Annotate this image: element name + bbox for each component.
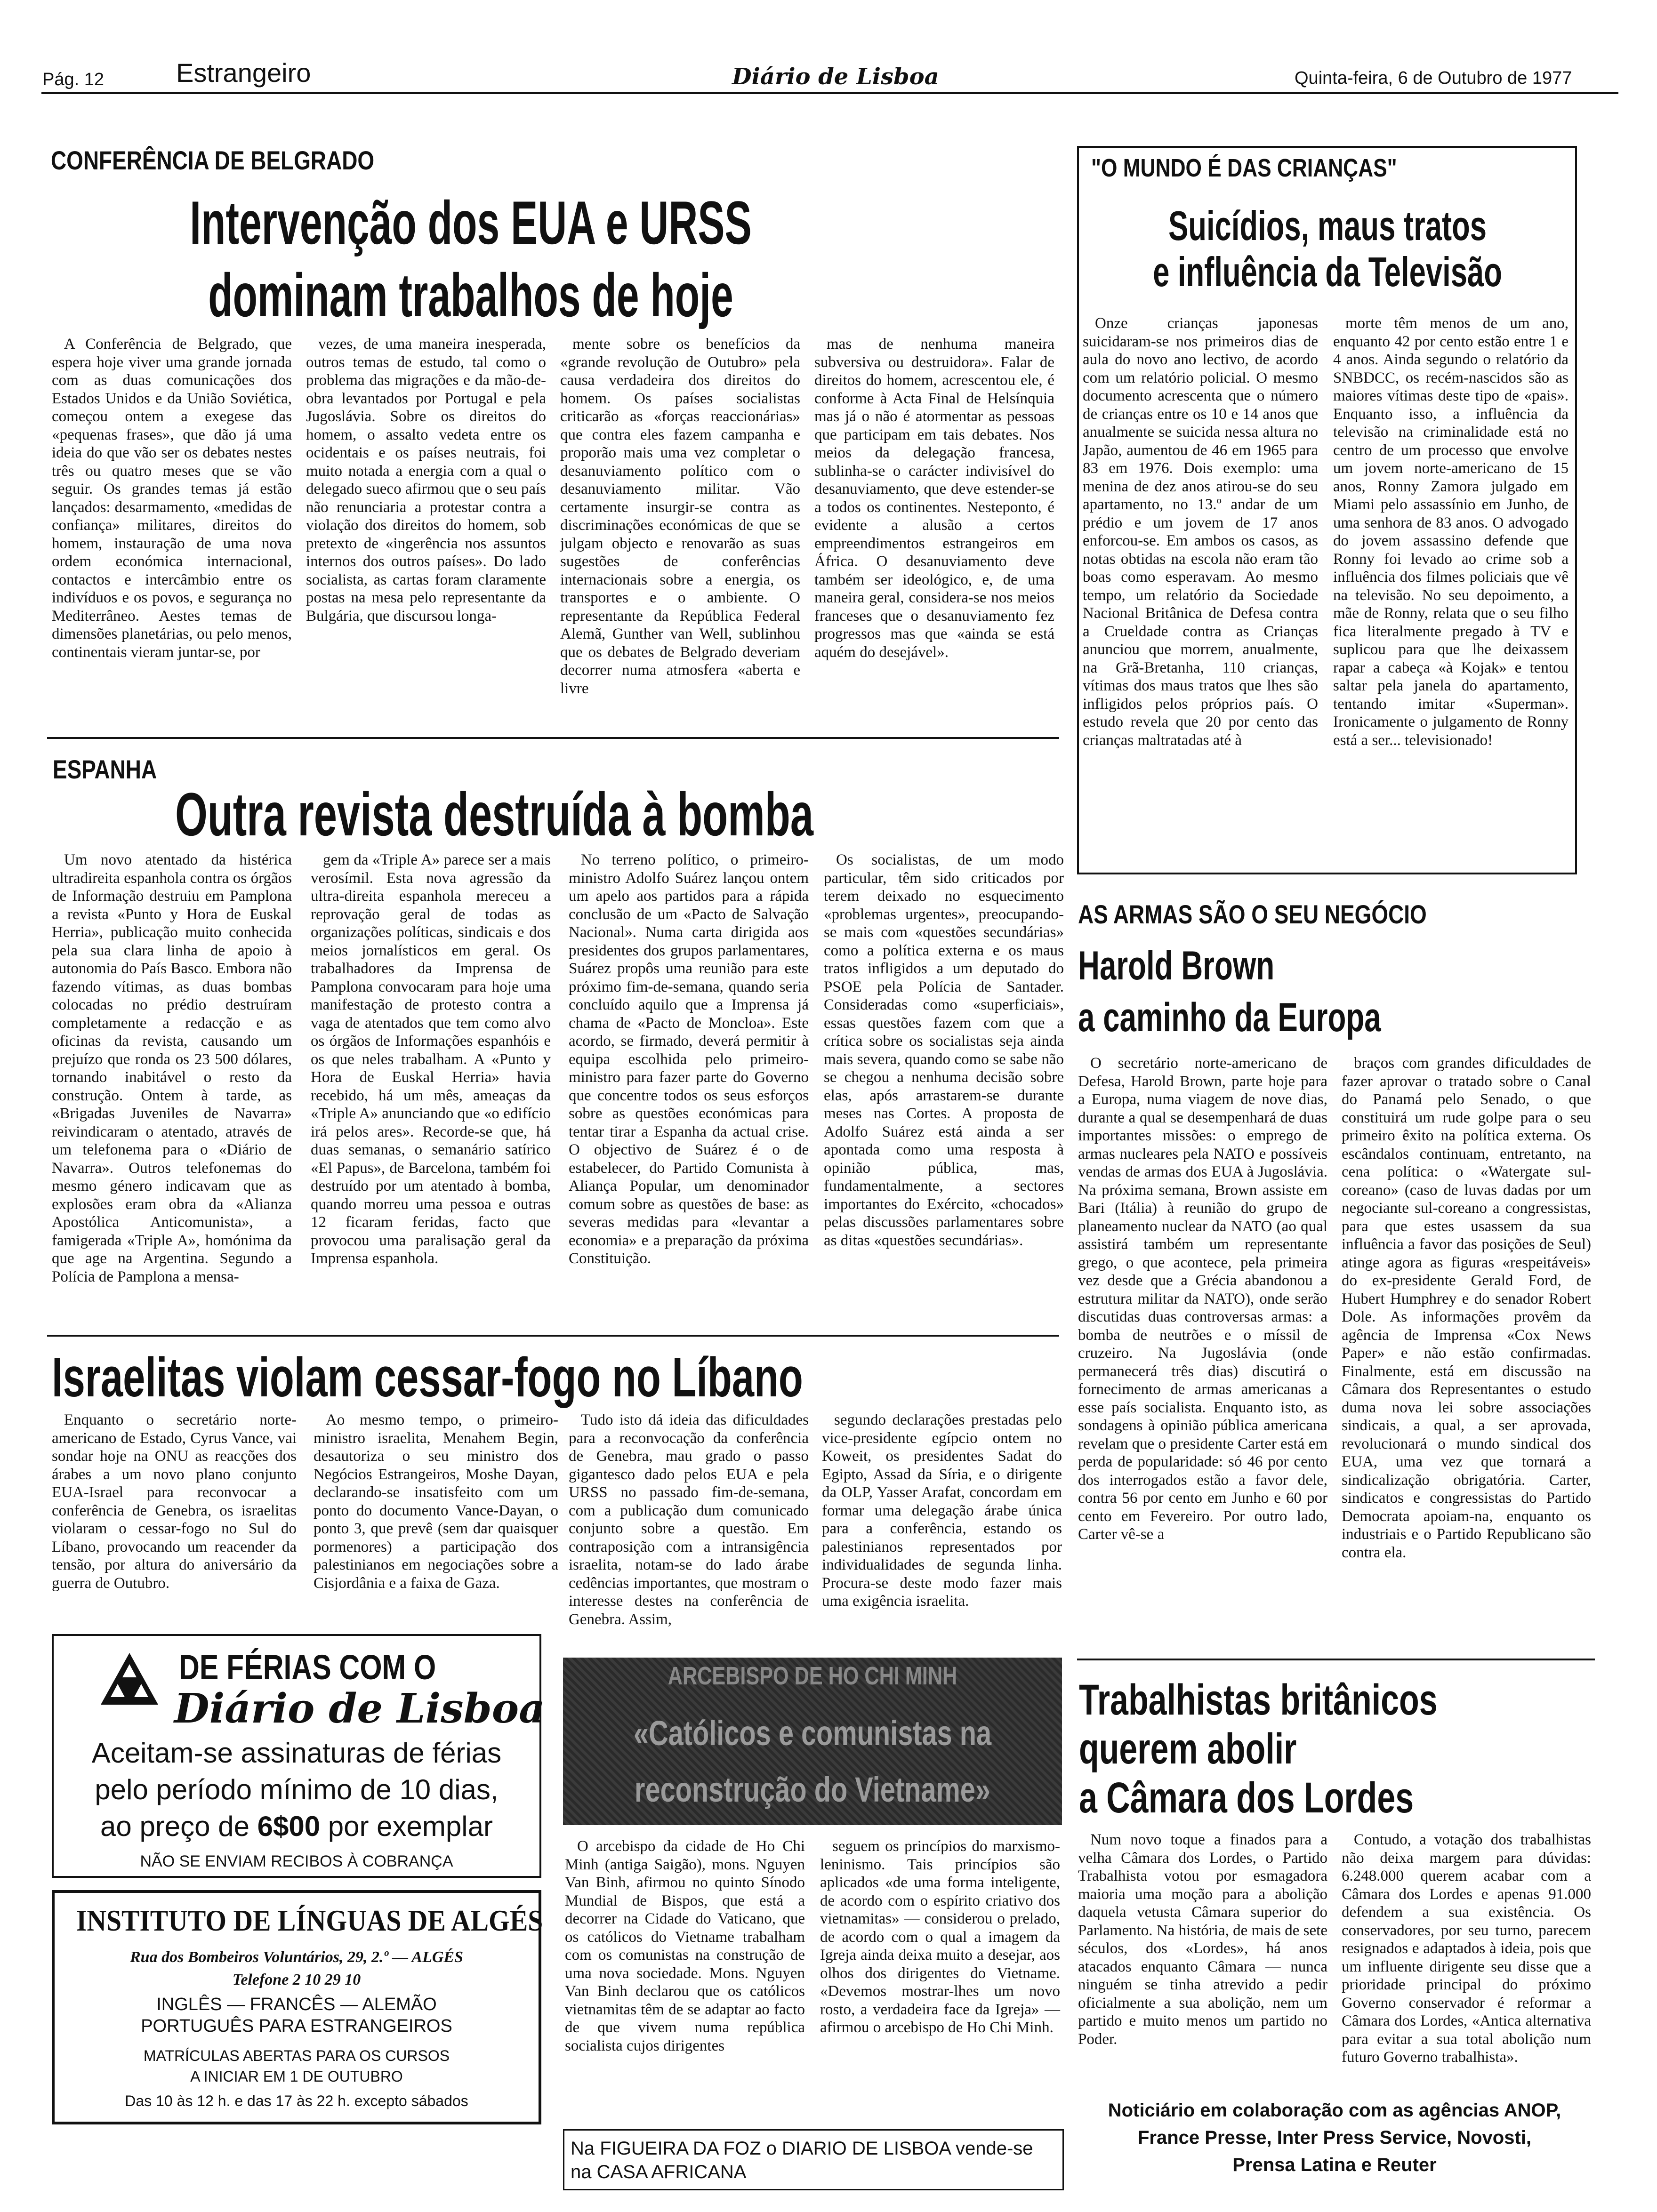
article-paragraph: Um novo atentado da histérica ultradireita espanhola contra os órgãos de Informação destruiu em Pamplona a revista «Punto y Hora de Euskal Herria», publicação muito conhecida pela sua clara linha de apoio à autonomia do País Basco. Embora não fazendo vítimas, as duas bombas colocadas no prédio destruíram completamente a redacção e as oficinas da revista, causando um prejuízo que ronda os 23 500 dólares, tornando inabitável o resto da construção. Ontem à tarde, as «Brigadas Juveniles de Navarra» reivindicaram o atentado, através de um telefonema para o «Diário de Navarra». Outros telefonemas do mesmo género indicavam que as explosões eram obra da «Alianza Apostólica Anticomunista», a famigerada «Triple A», homónima da que age na Argentina. Segundo a Polícia de Pamplona a mensa- [52,851,292,1285]
belgrado-column-2 [306,335,546,726]
ferias-line-3-post: por exemplar [320,1811,493,1842]
article-paragraph: Contudo, a votação dos trabalhistas não deixa margem para dúvidas: 6.248.000 querem acabar com a Câmara dos Lordes e apenas 91.000 defendem a sua existência. Os conservadores, por seu turno, parecem resignados e adaptados à ideia, pois que um influente dirigente seu disse que a prioridade principal do próximo Governo conservador é reformar a Câmara dos Lordes, «Antica alternativa para evitar a sua total abolição num futuro Governo trabalhista». [1342,1831,1591,2066]
belgrado-headline-1: Intervenção dos EUA e URSS [190,188,752,257]
article-paragraph: seguem os princípios do marxismo-leninismo. Tais princípios são aplicados «de uma forma inteligente, de acordo com o espírito criativo dos vietnamitas» — considerou o prelado, de acordo com o qual a imagem da Igreja ainda deixa muito a desejar, aos olhos dos dirigentes do Vietname. «Devemos mostrar-lhes um novo rosto, a verdadeira face da Igreja» — afirmou o arcebispo de Ho Chi Minh. [820,1838,1060,2036]
israel-column-1 [52,1411,297,1623]
belgrado-column-1 [52,335,292,726]
espanha-bottom-rule [47,1335,1059,1337]
espanha-headline: Outra revista destruída à bomba [175,780,813,849]
ferias-price: 6$00 [257,1811,321,1842]
article-paragraph: mas de nenhuma maneira subversiva ou destruidora». Falar de direitos do homem, acrescentou ele, é conforme à Acta Final de Helsínquia mas já o não é atormentar as pessoas que participam em tais debates. Nos meios da delegação francesa, sublinha-se o carácter indivisível do desanuviamento, que deve estender-se a todos os continentes. Nesteponto, é evidente a alusão a certos empreendimentos estrangeiros em África. O desanuviamento deve também ser ideológico, e, de uma maneira geral, considera-se nos meios franceses que o desanuviamento fez progressos mas que «ainda se está aquém do desejável». [814,336,1054,661]
criancas-kicker: "O MUNDO É DAS CRIANÇAS" [1091,154,1397,182]
lordes-headline-1: Trabalhistas britânicos [1079,1676,1438,1724]
article-paragraph: No terreno político, o primeiro-ministro Adolfo Suárez lançou ontem um apelo aos partidos para a rápida conclusão de um «Pacto de Salvação Nacional». Numa carta dirigida aos presidentes dos grupos parlamentares, Suárez propôs uma reunião para este próximo fim-de-semana, quando seria concluído aquilo que a Imprensa já chama de «Pacto de Moncloa». Este acordo, se firmado, deverá permitir à equipa escolhida pelo primeiro-ministro para fazer parte do Governo que concentre todos os seus esforços sobre as questões económicas para tentar tirar a Espanha da actual crise. O objectivo de Suárez é o de estabelecer, do Partido Comunista à Aliança Popular, um denominador comum sobre as questões de base: as severas medidas para «levantar a economia» e a preparação da próxima Constituição. [569,851,809,1267]
criancas-headline-2: e influência da Televisão [1153,248,1502,295]
criancas-column-2 [1333,314,1569,865]
vietname-column-2 [820,1837,1060,2120]
israel-column-4 [822,1411,1062,1632]
instituto-hours: Das 10 às 12 h. e das 17 às 22 h. excepto sábados [125,2092,468,2109]
article-paragraph: gem da «Triple A» parece ser a mais verosímil. Esta nova agressão da ultra-direita espanhola mereceu a reprovação geral de todas as organizações políticas, sindicais e dos meios jornalísticos em geral. Os trabalhadores da Imprensa de Pamplona convocaram para hoje uma manifestação de protesto contra a vaga de atentados que tem como alvo os órgãos de Informações espanhóis e os que neles trabalham. A «Punto y Hora de Euskal Herria» havia recebido, há um mês, ameaças da «Triple A» anunciando que «o edifício irá pelos ares». Recorde-se que, há duas semanas, o semanário satírico «El Papus», de Barcelona, também foi destruído por um atentado à bomba, quando morreu uma pessoa e outras 12 ficaram feridas, facto que provocou uma paralisação geral da Imprensa espanhola. [311,851,551,1267]
brown-column-1 [1078,1054,1327,1652]
ferias-line-3-pre: ao preço de [100,1811,257,1842]
instituto-enrol-2: A INICIAR EM 1 DE OUTUBRO [190,2068,403,2085]
brown-bottom-rule [1077,1659,1595,1660]
belgrado-bottom-rule [47,737,1059,739]
ferias-line-1: Aceitam-se assinaturas de férias [91,1737,502,1769]
vietname-photo-overlay-2: «Católicos e comunistas na [633,1714,992,1753]
instituto-address: Rua dos Bombeiros Voluntários, 29, 2.º — ALGÉS [130,1948,463,1966]
ferias-footer: NÃO SE ENVIAM RECIBOS À COBRANÇA [140,1852,453,1870]
belgrado-column-3 [560,335,800,726]
espanha-column-3 [569,851,809,1326]
instituto-languages: INGLÊS — FRANCÊS — ALEMÃO [156,1995,437,2014]
belgrado-headline-2: dominam trabalhos de hoje [208,261,733,329]
belgrado-column-4 [814,335,1054,726]
diario-logo-icon [99,1651,160,1707]
criancas-headline-1: Suicídios, maus tratos [1168,202,1487,249]
article-paragraph: vezes, de uma maneira inesperada, outros temas de estudo, tal como o problema das migrações e da mão-de-obra levantados por Portugal e pela Jugoslávia. Sobre os direitos do homem, o assalto vedeta entre os ocidentais e os países neutrais, foi muito notada a energia com a qual o delegado sueco afirmou que o seu país não renunciaria a protestar contra a violação dos direitos do homem, sob pretexto de «ingerência nos assuntos internos dos outros países». Do lado socialista, as cartas foram claramente postas na mesa pelo representante da Bulgária, que discursou longa- [306,336,546,625]
issue-date: Quinta-feira, 6 de Outubro de 1977 [1295,68,1572,88]
vietname-photo-overlay-1: ARCEBISPO DE HO CHI MINH [668,1662,957,1690]
article-paragraph: O secretário norte-americano de Defesa, Harold Brown, parte hoje para a Europa, numa viagem de nove dias, durante a qual se desempenhará de duas importantes missões: o emprego de armas nucleares pela NATO e possíveis vendas de armas dos EUA à Jugoslávia. Na próxima semana, Brown assiste em Bari (Itália) à reunião do grupo de planeamento nuclear da NATO (ao qual assistirá também um representante grego, o que acontece, pela primeira vez desde que a Grécia abandonou a estrutura militar da NATO), onde serão discutidas duas controversas armas: a bomba de neutrões e o míssil de cruzeiro. Na Jugoslávia (onde permanecerá três dias) discutirá o fornecimento de armas americanas a esse país socialista. Enquanto isto, as sondagens à opinião pública americana revelam que o presidente Carter está em perda de popularidade: só 46 por cento dos interrogados estão a favor dele, contra 56 por cento em Junho e 60 por cento em Fevereiro. Por outro lado, Carter vê-se a [1078,1055,1327,1543]
espanha-kicker: ESPANHA [53,754,157,784]
article-paragraph: segundo declarações prestadas pelo vice-presidente egípcio ontem no Koweit, os presidentes Sadat do Egipto, Assad da Síria, e o dirigente da OLP, Yasser Arafat, concordam em formar uma delegação árabe única para a conferência, estando os palestinianos representados por individualidades de segunda linha. Procura-se deste modo fazer mais uma exigência israelita. [822,1411,1062,1610]
brown-kicker: AS ARMAS SÃO O SEU NEGÓCIO [1078,899,1427,929]
article-paragraph: Onze crianças japonesas suicidaram-se nos primeiros dias de aula do novo ano lectivo, de acordo com um relatório policial. O mesmo documento acrescenta que o número de crianças entre os 10 e 14 anos que anualmente se suicida nessa altura no Japão, aumentou de 46 em 1965 para 83 em 1976. Dois exemplo: uma menina de dez anos atirou-se do seu apartamento, no 13.º andar de um prédio e um jovem de 17 anos enforcou-se. Em ambos os casos, as notas obtidas na escola não eram tão boas como esperavam. Ao mesmo tempo, um relatório da Sociedade Nacional Britânica de Defesa contra a Crueldade contra as Crianças anunciou que morrem, anualmente, na Grã-Bretanha, 110 crianças, vítimas dos maus tratos que lhes são infligidos pelos próprios país. O estudo revela que 20 por cento das crianças maltratadas até à [1083,315,1318,749]
page-number: Pág. 12 [42,70,104,89]
section-name: Estrangeiro [176,58,311,88]
espanha-column-1 [52,851,292,1326]
instituto-enrol-1: MATRÍCULAS ABERTAS PARA OS CURSOS [143,2047,450,2064]
article-paragraph: Num novo toque a finados para a velha Câmara dos Lordes, o Partido Trabalhista votou por esmagadora maioria uma moção para a abolição daquela vetusta Câmara superior do Parlamento. Na história, de mais de sete séculos, dos «Lordes», há anos atacados enquanto Câmara — nunca ninguém se tinha atrevido a pedir oficialmente a sua abolição, nem um partido e muito menos um partido no Poder. [1078,1831,1327,2048]
brown-headline-2: a caminho da Europa [1078,995,1381,1040]
instituto-title: INSTITUTO DE LÍNGUAS DE ALGÉS [76,1904,543,1937]
ferias-line-2: pelo período mínimo de 10 dias, [95,1774,499,1805]
agencies-line-1: Noticiário em colaboração com as agências ANOP, [1108,2100,1561,2121]
ferias-line-3 [52,1810,541,1843]
belgrado-kicker: CONFERÊNCIA DE BELGRADO [51,145,375,175]
agencies-line-3: Prensa Latina e Reuter [1232,2155,1437,2175]
espanha-column-2 [311,851,551,1326]
vietname-photo-overlay-3: reconstrução do Vietname» [635,1770,990,1809]
article-paragraph: A Conferência de Belgrado, que espera hoje viver uma grande jornada com as duas comunicações dos Estados Unidos e da União Soviética, começou ontem a exegese das «pequenas frases», que dão já uma ideia do que vão ser os debates nestes três ou quatro meses que se vão seguir. Os grandes temas já estão lançados: desarmamento, «medidas de confiança» militares, direitos do homem, instauração de uma nova ordem económica internacional, contactos e intercâmbio entre os indivíduos e os povos, e segurança no Mediterrâneo. Aestes temas de dimensões planetárias, ou pelo menos, continentais vieram juntar-se, por [52,336,292,661]
header-rule [41,92,1618,94]
instituto-phone: Telefone 2 10 29 10 [232,1971,361,1988]
israel-column-2 [314,1411,558,1623]
article-paragraph: Tudo isto dá ideia das dificuldades para a reconvocação da conferência de Genebra, mau grado o passo gigantesco dado pelos EUA e pela URSS no passado fim-de-semana, com a publicação dum comunicado conjunto sobre a questão. Em contraposição com a intransigência israelita, notam-se do lado árabe cedências importantes, que mostram o interesse destes na conferência de Genebra. Assim, [569,1411,809,1628]
ferias-title-2: Diário de Lisboa [174,1685,545,1732]
article-paragraph: morte têm menos de um ano, enquanto 42 por cento estão entre 1 e 4 anos. Ainda segundo o relatório da SNBDCC, os recém-nascidos são as maiores vítimas deste tipo de «pais». Enquanto isso, a influência da televisão na criminalidade está no centro de um processo que envolve um jovem norte-americano de 15 anos, Ronny Zamora julgado em Miami pelo assassínio em Junho, de uma senhora de 83 anos. O advogado do jovem assassino defende que Ronny foi levado ao crime sob a influência dos filmes policiais que vê na televisão. No seu depoimento, a mãe de Ronny, relata que o seu filho fica literalmente pregado à TV e suplicou para que lhe deixassem rapar a cabeça «à Kojak» e tentou saltar pela janela do apartamento, tentando imitar «Superman». Ironicamente o julgamento de Ronny está a ser... televisionado! [1333,315,1569,749]
criancas-column-1 [1083,314,1318,865]
article-paragraph: Ao mesmo tempo, o primeiro-ministro israelita, Menahem Begin, desautoriza o seu ministro dos Negócios Estrangeiros, Moshe Dayan, declarando-se insatisfeito com um ponto do documento Vance-Dayan, o ponto 3, que prevê (sem dar quaisquer pormenores) a participação dos palestinianos em negociações sobre a Cisjordânia e a faixa de Gaza. [314,1411,558,1592]
instituto-portuguese: PORTUGUÊS PARA ESTRANGEIROS [141,2016,452,2036]
masthead: Diário de Lisboa [732,64,939,90]
israel-headline: Israelitas violam cessar-fogo no Líbano [52,1346,803,1409]
brown-column-2 [1342,1054,1591,1652]
article-paragraph: O arcebispo da cidade de Ho Chi Minh (antiga Saigão), mons. Nguyen Van Binh, afirmou no quinto Sínodo Mundial de Bispos, que está a decorrer na Cidade do Vaticano, que os católicos do Vietname trabalham com os comunistas na construção de uma nova sociedade. Mons. Nguyen Van Binh declarou que os católicos vietnamitas têm de se adaptar ao facto de que vivem numa república socialista cujos dirigentes [565,1838,805,2054]
brown-headline-1: Harold Brown [1078,943,1275,988]
lordes-column-1 [1078,1831,1327,2057]
ferias-title-1: DE FÉRIAS COM O [179,1648,436,1687]
article-paragraph: mente sobre os benefícios da «grande revolução de Outubro» pela causa verdadeira dos direitos do homem. Os países socialistas criticarão as «forças reaccionárias» que contra eles fazem campanha e proporão mais uma vez completar o desanuviamento político com o desanuviamento militar. Vão certamente insurgir-se contra as discriminações económicas de que se julgam objecto e renovarão as suas sugestões de conferências internacionais sobre a energia, os transportes e o ambiente. O representante da República Federal Alemã, Gunther van Well, sublinhou que os debates de Belgrado deveriam decorrer numa atmosfera «aberta e livre [560,336,800,697]
lordes-headline-2: querem abolir [1079,1725,1297,1773]
israel-column-3 [569,1411,809,1632]
agencies-line-2: France Presse, Inter Press Service, Novosti, [1138,2127,1531,2148]
lordes-headline-3: a Câmara dos Lordes [1079,1774,1414,1822]
figueira-text: Na FIGUEIRA DA FOZ o DIARIO DE LISBOA vende-se na CASA AFRICANA [571,2138,1033,2182]
vietname-column-1 [565,1837,805,2120]
article-paragraph: Enquanto o secretário norte-americano de Estado, Cyrus Vance, vai sondar hoje na ONU as reacções dos árabes a um novo plano conjunto EUA-Israel para reconvocar a conferência de Genebra, os israelitas violaram o cessar-fogo no Sul do Líbano, provocando um reacender da tensão, por altura do aniversário da guerra de Outubro. [52,1411,297,1592]
article-paragraph: braços com grandes dificuldades de fazer aprovar o tratado sobre o Canal do Panamá pelo Senado, o que constituirá um rude golpe para o seu primeiro êxito na política externa. Os escândalos continuam, entretanto, na cena política: o «Watergate sul-coreano» (caso de luvas dadas por um negociante sul-coreano a congressistas, para que estes usassem da sua influência a favor das posições de Seul) atinge agora as figuras «respeitáveis» do ex-presidente Gerald Ford, de Hubert Humphrey e do senador Robert Dole. As informações provêm da agência de Imprensa «Cox News Paper» e não estão confirmadas. Finalmente, está em discussão na Câmara dos Representantes o estudo duma nova lei sobre associações sindicais, a qual, a ser aprovada, revolucionará o mundo sindical dos EUA, uma vez que tornará a sindicalização obrigatória. Carter, sindicatos e congressistas do Partido Democrata apoiam-na, enquanto os industriais e o Partido Republicano são contra ela. [1342,1055,1591,1561]
lordes-column-2 [1342,1831,1591,2066]
article-paragraph: Os socialistas, de um modo particular, têm sido criticados por terem deixado no esquecimento «problemas urgentes», preocupando-se mais com «questões secundárias» como a política externa e os maus tratos infligidos a um deputado do PSOE pela Polícia de Santader. Consideradas como «superficiais», essas questões fazem com que a crítica sobre os socialistas seja ainda mais severa, quando como se sabe não se chegou a nenhuma decisão sobre elas, após arrastarem-se durante meses nas Cortes. A proposta de Adolfo Suárez está ainda a ser apontada como uma resposta à opinião pública, mas, fundamentalmente, a sectores importantes do Exército, «chocados» pelas discussões parlamentares sobre as ditas «questões secundárias». [824,851,1064,1249]
espanha-column-4 [824,851,1064,1326]
